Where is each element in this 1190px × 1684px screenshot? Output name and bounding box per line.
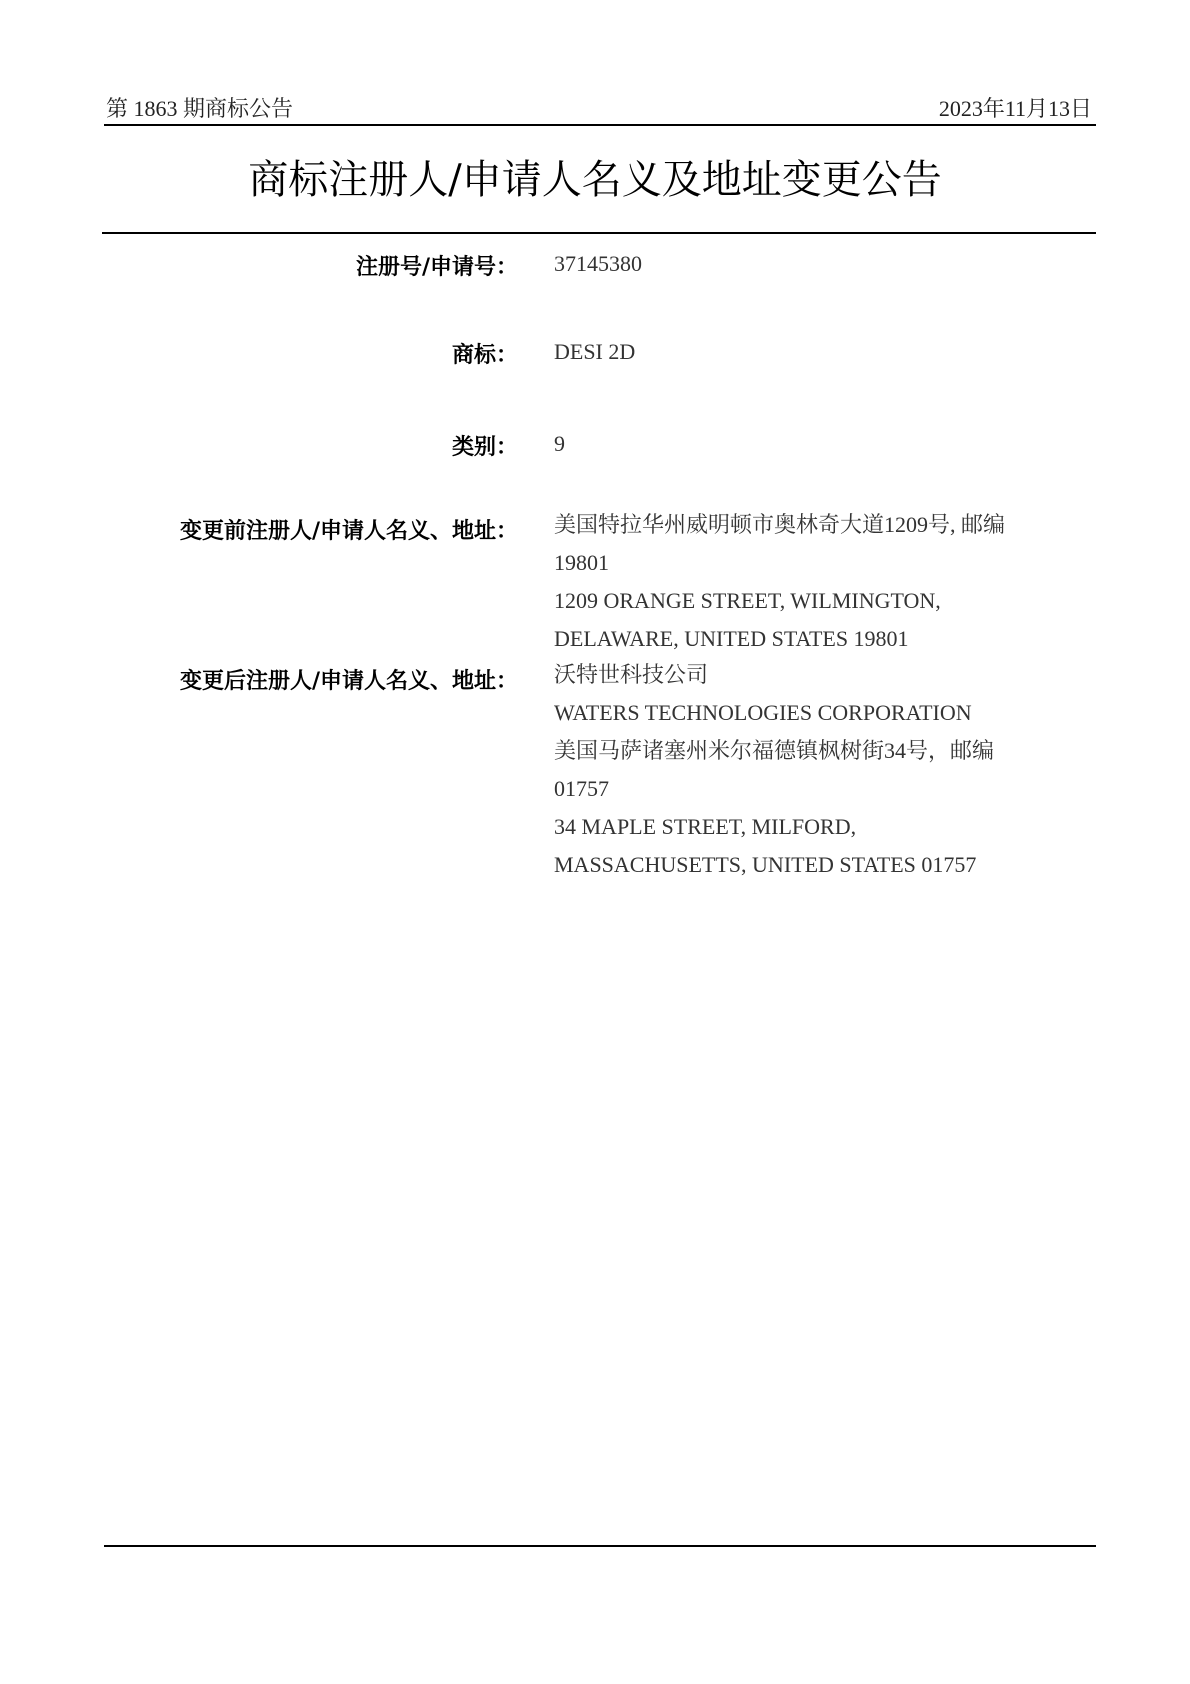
after-address: [554, 656, 994, 884]
before-label: 变更前注册人/申请人名义、地址：: [179, 519, 518, 544]
before-address-line: 19801: [554, 550, 609, 575]
trademark-value: DESI 2D: [554, 339, 636, 364]
reg-no-label: 注册号/申请号：: [355, 255, 518, 280]
class-label: 类别：: [451, 435, 518, 460]
reg-no-value: 37145380: [554, 251, 642, 276]
title-divider: [102, 232, 1096, 234]
before-address-line: DELAWARE, UNITED STATES 19801: [554, 626, 909, 651]
after-address-line: 美国马萨诸塞州米尔福德镇枫树街34号，邮编: [554, 738, 995, 763]
trademark-label: 商标：: [451, 343, 518, 368]
before-address-line: 美国特拉华州威明顿市奥林奇大道1209号, 邮编: [554, 512, 1006, 537]
after-address-line: 34 MAPLE STREET, MILFORD,: [554, 814, 857, 839]
after-address-line: WATERS TECHNOLOGIES CORPORATION: [554, 700, 972, 725]
footer-divider: [104, 1545, 1096, 1547]
before-address-line: 1209 ORANGE STREET, WILMINGTON,: [554, 588, 941, 613]
after-address-line: MASSACHUSETTS, UNITED STATES 01757: [554, 852, 977, 877]
after-label: 变更后注册人/申请人名义、地址：: [179, 669, 518, 694]
issue-number: 第 1863 期商标公告: [106, 96, 294, 121]
before-address: [554, 506, 1005, 658]
class-value: 9: [554, 431, 565, 456]
page-title: 商标注册人/申请人名义及地址变更公告: [248, 157, 942, 203]
after-address-line: 沃特世科技公司: [554, 662, 709, 687]
issue-date: 2023年11月13日: [938, 96, 1092, 121]
after-address-line: 01757: [554, 776, 609, 801]
page-header: [104, 88, 1096, 126]
